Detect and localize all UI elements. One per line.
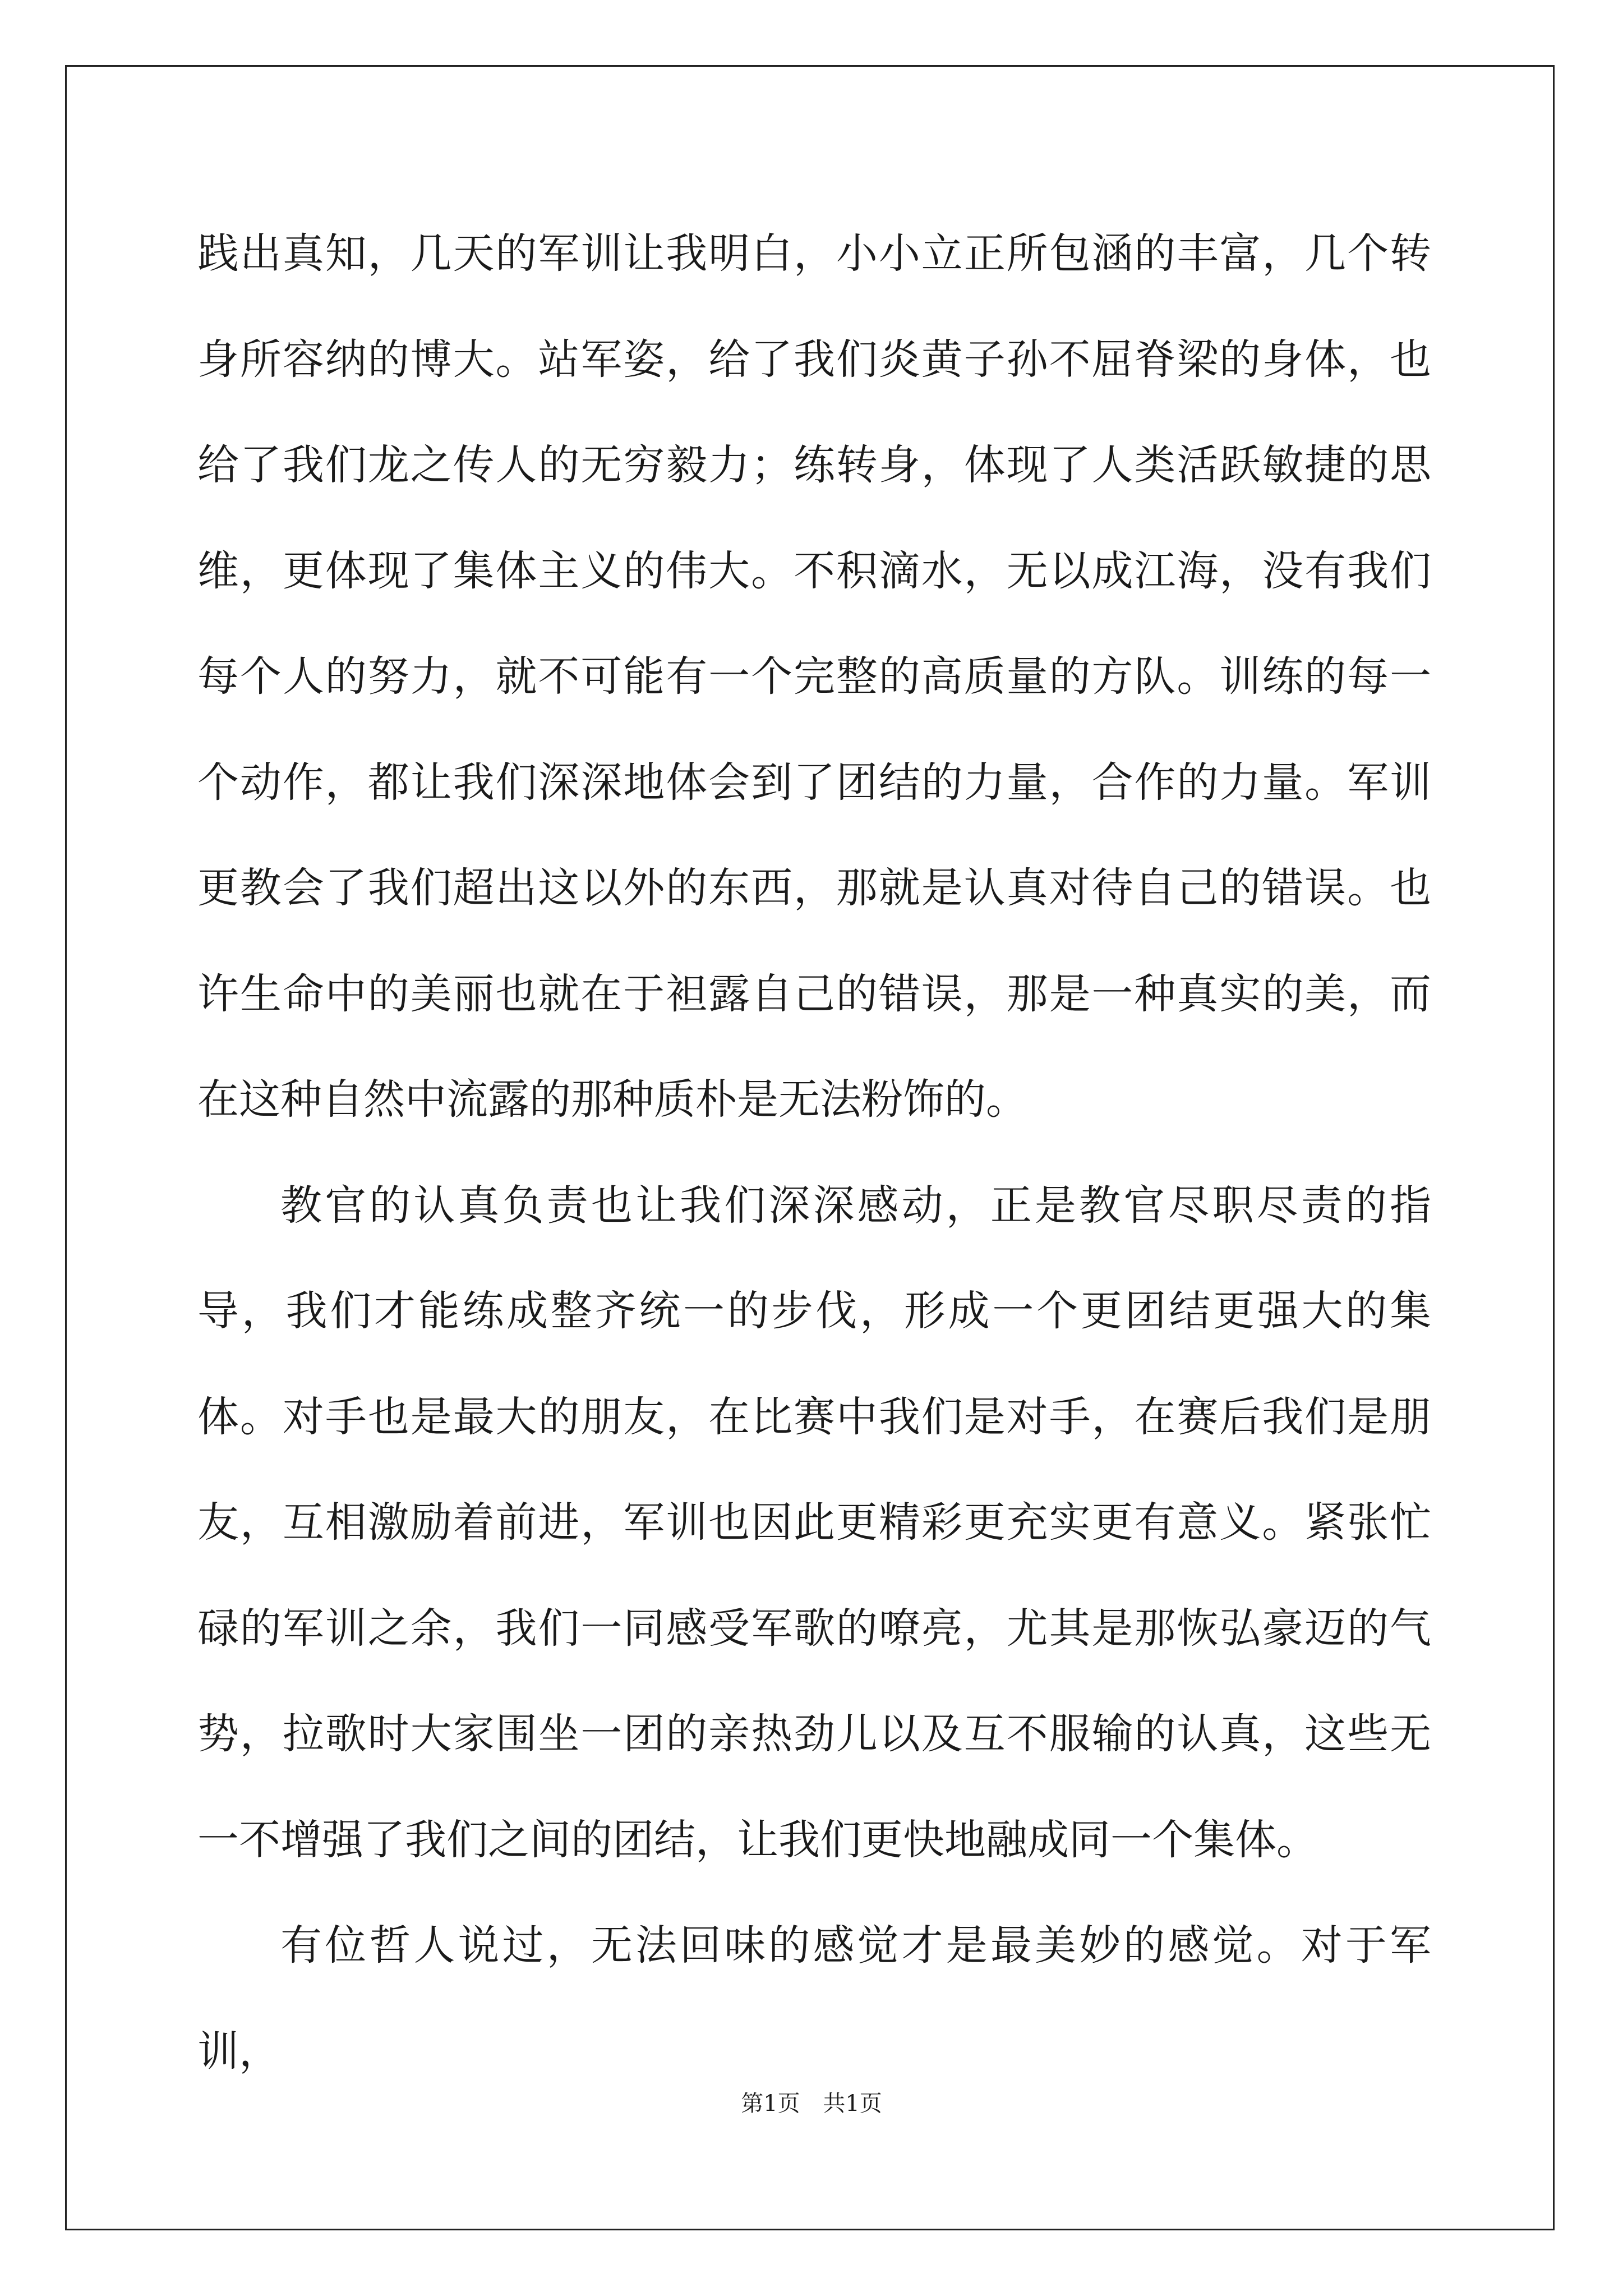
paragraph-3: 有位哲人说过，无法回味的感觉才是最美妙的感觉。对于军训， xyxy=(197,1921,1431,2076)
page-number-total: 共1页 xyxy=(823,2091,882,2116)
paragraph-1: 践出真知，几天的军训让我明白，小小立正所包涵的丰富，几个转身所容纳的博大。站军姿，给了我们炎黄子孙不屈脊梁的身体，也给了我们龙之传人的无穷毅力；练转身，体现了人类活跃敏捷的思维，更体现了集体主义的伟大。不积滴水，无以成江海，没有我们每个人的努力，就不可能有一个完整的高质量的方队。训练的每一个动作，都让我们深深地体会到了团结的力量，合作的力量。军训更教会了我们超出这以外的东西，那就是认真对待自己的错误。也许生命中的美丽也就在于袒露自己的错误，那是一种真实的美，而在这种自然中流露的那种质朴是无法粉饰的。 xyxy=(197,229,1431,1124)
document-body xyxy=(197,201,1431,2104)
page-footer xyxy=(0,2086,1623,2118)
page-number-current: 第1页 xyxy=(741,2091,800,2116)
paragraph-2: 教官的认真负责也让我们深深感动，正是教官尽职尽责的指导，我们才能练成整齐统一的步伐，形成一个更团结更强大的集体。对手也是最大的朋友，在比赛中我们是对手，在赛后我们是朋友，互相激励着前进，军训也因此更精彩更充实更有意义。紧张忙碌的军训之余，我们一同感受军歌的嘹亮，尤其是那恢弘豪迈的气势，拉歌时大家围坐一团的亲热劲儿以及互不服输的认真，这些无一不增强了我们之间的团结，让我们更快地融成同一个集体。 xyxy=(197,1181,1431,1864)
